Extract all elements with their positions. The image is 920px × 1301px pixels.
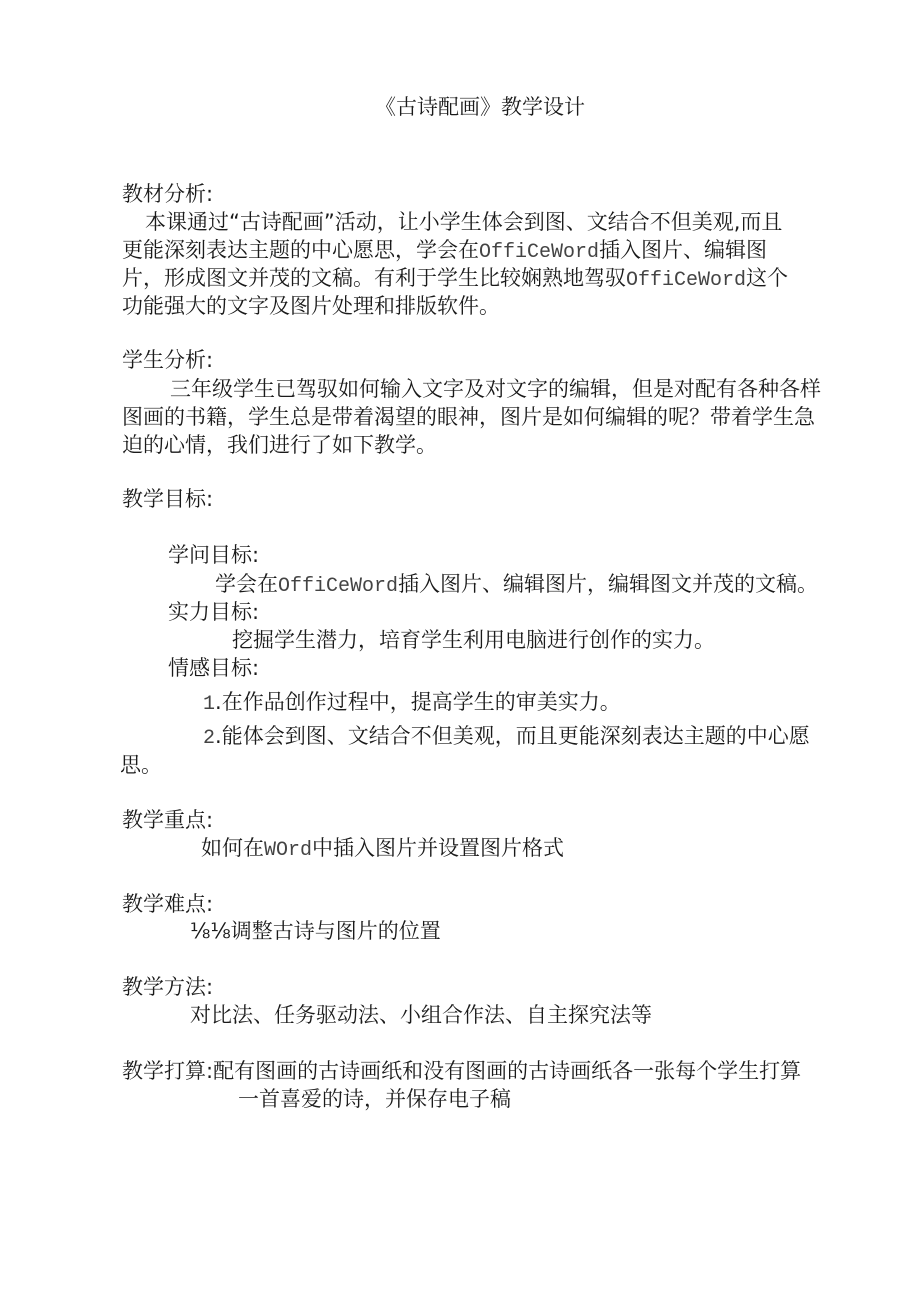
ability-goal-label: 实力目标: (168, 600, 260, 624)
section-heading-preparation: 教学打算: (122, 1059, 214, 1083)
text-segment: 中插入图片并设置图片格式 (312, 836, 565, 860)
software-name: OffiCeWord (626, 269, 747, 292)
ability-goal-text: 挖掘学生潜力，培育学生利用电脑进行创作的实力。 (232, 628, 715, 652)
item-text: .在作品创作过程中，提高学生的审美实力。 (215, 690, 621, 714)
item-number: 2 (203, 727, 216, 750)
software-name: WOrd (264, 839, 313, 862)
text-segment: 片，形成图文并茂的文稿。有利于学生比较娴熟地驾驭 (122, 266, 626, 290)
software-name: OffiCeWord (278, 575, 399, 598)
section-heading-student-analysis: 学生分析: (122, 348, 214, 372)
text-segment: 这个 (746, 266, 789, 290)
text-segment: 如何在 (201, 836, 264, 860)
text-segment: 调整古诗与图片的位置 (230, 919, 441, 943)
methods-text: 对比法、任务驱动法、小组合作法、自主探究法等 (190, 1003, 652, 1027)
knowledge-goal-text (215, 570, 818, 601)
section-heading-key-points: 教学重点: (122, 808, 214, 832)
paragraph-line (122, 236, 767, 267)
paragraph-line: 功能强大的文字及图片处理和排版软件。 (122, 294, 500, 318)
preparation-wrap: 一首喜爱的诗，并保存电子稿 (238, 1087, 511, 1111)
text-segment: 学会在 (215, 572, 278, 596)
emotion-goal-wrap: 思。 (120, 753, 162, 777)
section-heading-material-analysis: 教材分析: (122, 182, 214, 206)
item-text: .能体会到图、文结合不但美观，而且更能深刻表达主题的中心愿 (215, 724, 810, 748)
section-heading-methods: 教学方法: (122, 975, 214, 999)
preparation-line (122, 1057, 801, 1085)
difficulties-text (190, 917, 441, 945)
section-heading-teaching-goals: 教学目标: (122, 487, 214, 511)
key-points-text (201, 834, 564, 865)
section-heading-difficulties: 教学难点: (122, 892, 214, 916)
text-segment: 插入图片、编辑图 (599, 238, 768, 262)
paragraph-line: 本课通过“古诗配画”活动，让小学生体会到图、文结合不但美观,而且 (145, 210, 783, 234)
emotion-goal-item-2 (203, 722, 810, 753)
emotion-goal-item-1 (203, 688, 621, 719)
glyph-prefix: ⅛⅛ (190, 919, 231, 943)
text-segment: 更能深刻表达主题的中心愿思，学会在 (122, 238, 479, 262)
paragraph-line: 三年级学生已驾驭如何输入文字及对文字的编辑，但是对配有各种各样 (170, 377, 821, 401)
item-number: 1 (203, 693, 216, 716)
paragraph-line: 图画的书籍，学生总是带着渴望的眼神，图片是如何编辑的呢？带着学生急 (122, 405, 815, 429)
paragraph-line (122, 264, 788, 295)
page-title: 《古诗配画》教学设计 (375, 95, 585, 119)
knowledge-goal-label: 学问目标: (168, 543, 260, 567)
text-segment: 插入图片、编辑图片，编辑图文并茂的文稿。 (398, 572, 819, 596)
paragraph-line: 迫的心情，我们进行了如下教学。 (122, 433, 437, 457)
software-name: OffiCeWord (479, 241, 600, 264)
emotion-goal-label: 情感目标: (168, 656, 260, 680)
preparation-text: 配有图画的古诗画纸和没有图画的古诗画纸各一张每个学生打算 (213, 1059, 802, 1083)
